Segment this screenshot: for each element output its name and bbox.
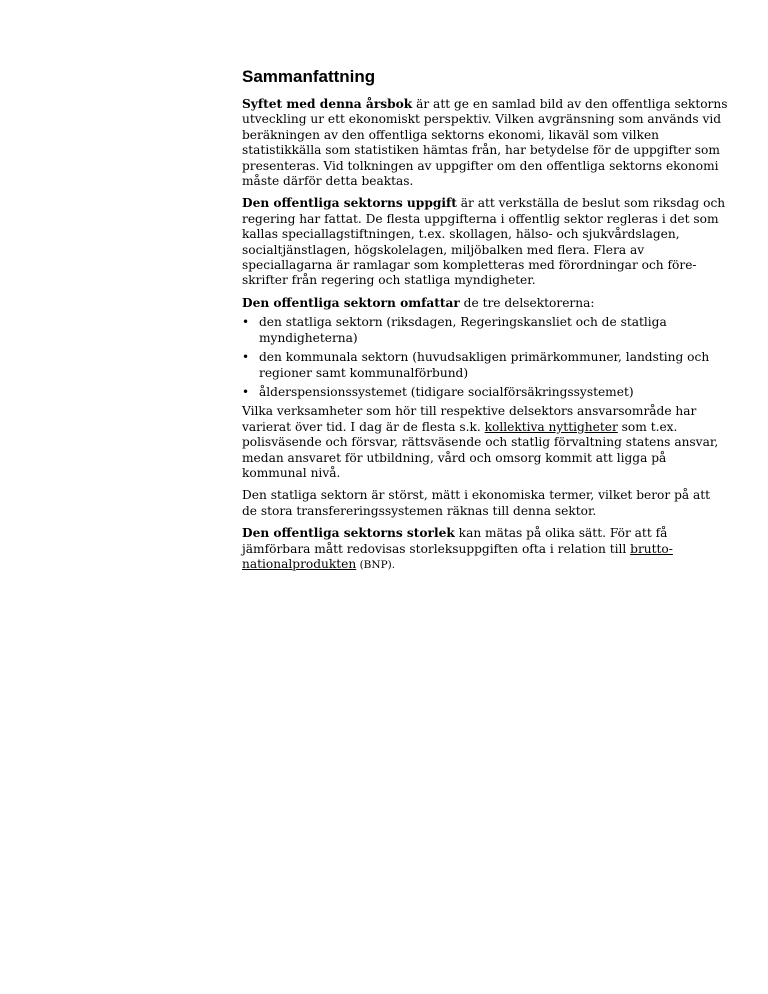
lead-size: Den offentliga sektorns storlek <box>242 526 455 541</box>
lead-task: Den offentliga sektorns uppgift <box>242 196 457 211</box>
text-purpose: är att ge en samlad bild av den offentliga sektorns utveckling ur ett ekonomiskt perspektiv. Vilken avgränsning som används vid beräkningen av den offentliga sektorns ekonomi, likaväl som vilken statistikkälla som statistiken hämtas från, har betydelse för de uppgifter som presenteras. Vid tolkningen av uppgifter om den offentliga sektorns ekonomi måste därför detta beaktas. <box>242 97 728 189</box>
list-item <box>242 315 728 346</box>
list-item-text: den kommunala sektorn (huvudsakligen primärkommuner, landsting och regioner samt kommunalförbund) <box>259 350 710 380</box>
text-state-size: Den statliga sektorn är störst, mätt i ekonomiska termer, vilket beror på att de stora transfereringssystemen räknas till denna sektor. <box>242 488 711 518</box>
bullet-icon: • <box>242 350 250 365</box>
list-item <box>242 385 728 400</box>
paragraph-size <box>242 526 728 573</box>
list-item-text: den statliga sektorn (riksdagen, Regeringskansliet och de statliga myndigheterna) <box>259 315 667 345</box>
link-gdp[interactable]: brutto-nationalprodukten <box>242 541 673 571</box>
link-collective-goods[interactable]: kollektiva nyttigheter <box>484 419 618 434</box>
lead-scope: Den offentliga sektorn omfattar <box>242 295 460 310</box>
bullet-icon: • <box>242 384 250 399</box>
page-title: Sammanfattning <box>242 67 376 86</box>
subsector-list <box>242 315 728 400</box>
paragraph-state-size <box>242 488 728 519</box>
paragraph-purpose <box>242 97 728 189</box>
bullet-icon: • <box>242 315 250 330</box>
text-scope: de tre delsektorerna: <box>459 295 595 310</box>
text-responsibility-start: Vilka verksamheter som hör till respektive delsektors ansvarsområde har varierat över tid. I dag är de flesta s.k. <box>242 404 697 434</box>
text-responsibility-end: som t.ex. polisväsende och försvar, rättsväsende och statlig förvaltning statens ansvar, medan ansvaret för utbildning, vård och omsorg kommit att ligga på kommunal nivå. <box>242 419 719 480</box>
list-item <box>242 350 728 381</box>
text-size: kan mätas på olika sätt. För att få jämförbara mått redovisas storleksuppgiften ofta i relation till <box>242 526 668 556</box>
lead-purpose: Syftet med denna årsbok <box>242 97 413 111</box>
paragraph-responsibility <box>242 404 728 481</box>
list-item-text: ålderspensionssystemet (tidigare socialförsäkringssystemet) <box>259 384 634 399</box>
page-content <box>242 66 728 580</box>
paragraph-task <box>242 196 728 288</box>
text-gdp-abbr: (BNP). <box>356 558 396 571</box>
text-task: är att verkställa de beslut som riksdag och regering har fattat. De flesta uppgifterna i offentlig sektor regleras i det som kallas speciallagstiftningen, t.ex. skollagen, hälso- och sjukvårdslagen, socialtjänstlagen, högskolelagen, miljöbalken med flera. Flera av speciallagarna är ramlagar som kompletteras med förordningar och före-skrifter från regering och statliga myndigheter. <box>242 196 726 288</box>
paragraph-scope <box>242 296 728 311</box>
